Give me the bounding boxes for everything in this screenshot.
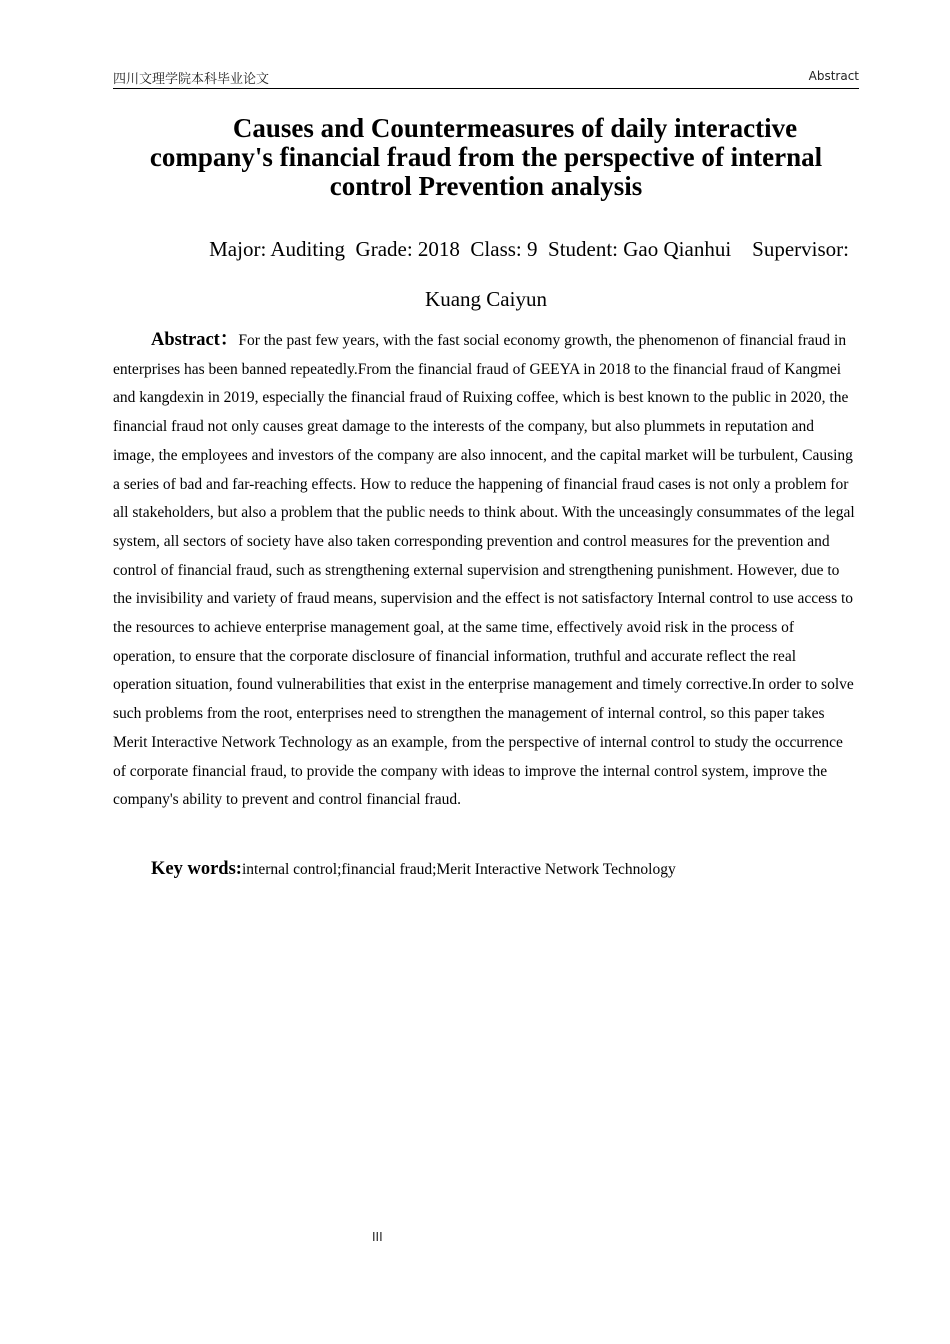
paper-title [113,114,859,201]
supervisor-name: Kuang Caiyun [425,287,547,311]
title-line-3: control Prevention analysis [329,171,643,201]
author-info [113,224,859,324]
page-header [113,66,859,89]
header-thesis-label: 四川文理学院本科毕业论文 [113,72,270,87]
title-line-2: company's financial fraud from the perspective of internal [149,142,823,172]
keywords-label: Key words: [151,859,242,879]
page-number: III [372,1230,383,1244]
abstract-paragraph [113,326,857,815]
abstract-text: For the past few years, with the fast social economy growth, the phenomenon of financial fraud in enterprises has been banned repeatedly.From the financial fraud of GEEYA in 2018 to the financial fraud of Kangmei and kangdexin in 2019, especially the financial fraud of Ruixing coffee, which is best known to the public in 2020, the financial fraud not only causes great damage to the interests of the company, but also plummets in reputation and image, the employees and investors of the company are also innocent, and the capital market will be turbulent, Causing a series of bad and far-reaching effects. How to reduce the happening of financial fraud cases is not only a problem for all stakeholders, but also a problem that the public needs to think about. With the unceasingly consummates of the legal system, all sectors of society have also taken corresponding prevention and control measures for the prevention and control of financial fraud, such as strengthening external supervision and strengthening punishment. However, due to the invisibility and variety of fraud means, supervision and the effect is not satisfactory Internal control to use access to the resources to achieve enterprise management goal, at the same time, effectively avoid risk in the process of operation, to ensure that the corporate disclosure of financial information, truthful and accurate reflect the real operation situation, found vulnerabilities that exist in the enterprise management and timely corrective.In order to solve such problems from the root, enterprises need to strengthen the management of internal control, so this paper takes Merit Interactive Network Technology as an example, from the perspective of internal control to study the occurrence of corporate financial fraud, to provide the company with ideas to improve the internal control system, improve the company's ability to prevent and control financial fraud. [113,332,855,809]
keywords-text: internal control;financial fraud;Merit Interactive Network Technology [241,861,676,878]
header-section-label: Abstract [808,69,859,83]
keywords-paragraph [113,855,857,884]
author-info-line-1: Major: Auditing Grade: 2018 Class: 9 Student: Gao Qianhui Supervisor: [209,237,849,261]
title-line-1: Causes and Countermeasures of daily interactive [232,113,798,143]
abstract-label: Abstract： [151,330,239,350]
